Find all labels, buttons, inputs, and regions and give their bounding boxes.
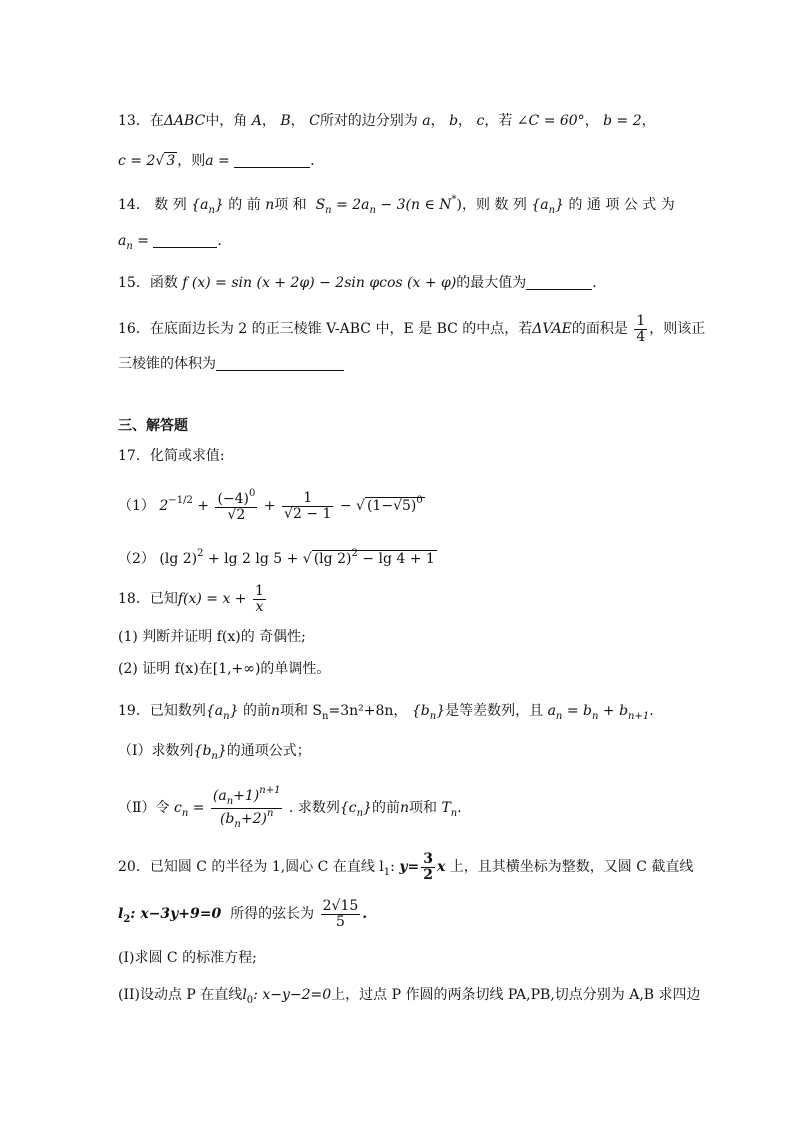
question-16-line-2: 三棱锥的体积为	[118, 354, 344, 374]
question-19-part-2: （Ⅱ）令 $c_n$ = $\frac{(a_n+1)^{n+1}}{(b_n+2)^n}$ . 求数列$\{c_n\}$的前n项和 $T_n$.	[118, 785, 462, 830]
answer-blank-16[interactable]	[216, 356, 344, 371]
answer-blank-15[interactable]	[526, 275, 592, 290]
question-20-part-1: (Ⅰ)求圆 C 的标准方程;	[118, 950, 257, 966]
answer-blank-14[interactable]	[153, 233, 217, 248]
question-14-line-2: $a_n$ = ．	[118, 233, 232, 252]
fraction-1-over-root2-minus-1: $\frac{1}{√2 - 1}$	[284, 489, 332, 522]
fraction-one-quarter: $\frac{1}{4}$	[636, 313, 646, 345]
question-17-title: 17．化简或求值:	[118, 448, 225, 464]
question-20-line-2: $l_2$: x−3y+9=0 所得的弦长为 $\frac{2√15}{5}$ .	[118, 897, 368, 930]
question-18-part-1: (1) 判断并证明 f(x)的 奇偶性;	[118, 629, 306, 645]
section-heading-answers: 三、解答题	[118, 418, 188, 434]
fraction-1-over-x: $\frac{1}{x}$	[255, 583, 264, 615]
question-20-line-1: 20．已知圆 C 的半径为 1,圆心 C 在直线 $l_1$: y= $\frac{3}{2}$ x 上，且其横坐标为整数，又圆 C 截直线	[118, 850, 694, 883]
question-14-line-1: 14． 数 列 $\{a_n\}$ 的 前 n项 和 $S_n = 2a_n - 3(n$ ∈ N*)，则 数 列 $\{a_n\}$ 的 通 项 公 式 为	[118, 194, 675, 216]
question-16-line-1: 16．在底面边长为 2 的正三棱锥 V-ABC 中，E 是 BC 的中点，若ΔVAE的面积是 $\frac{1}{4}$ ，则该正	[118, 313, 706, 345]
question-18-part-2: (2) 证明 f(x)在[1,+∞)的单调性。	[118, 661, 331, 677]
fraction-3-over-2: $\frac{3}{2}$	[423, 850, 433, 883]
question-20-part-2: (II)设动点 P 在直线$l_0$: x−y−2=0上，过点 P 作圆的两条切线 PA,PB,切点分别为 A,B 求四边	[118, 987, 701, 1006]
question-19-part-1: （Ⅰ）求数列$\{b_n\}$的通项公式；	[118, 743, 311, 762]
fraction-neg4-over-root2: $\frac{(-4)^0}{√2}$	[217, 488, 256, 523]
answer-blank-13[interactable]	[234, 153, 310, 168]
question-19-line-1: 19．已知数列$\{a_n\}$ 的前n项和 $S_n=3n^2+8n$， $\{b_n\}$是等差数列，且 $a_n = b_n + b_{n+1}$.	[118, 703, 654, 722]
question-17-part-1: （1） $2^{-1/2}$ + $\frac{(-4)^0}{√2}$ + $\frac{1}{√2 - 1}$ − √ $(1-√5)^0$	[118, 488, 423, 523]
fraction-cn: $\frac{(a_n+1)^{n+1}}{(b_n+2)^n}$	[212, 785, 281, 830]
question-17-part-2: （2） (lg 2)$^2$ + lg 2 lg 5 + √ (lg 2)$^2$ − lg 4 + 1	[118, 548, 435, 567]
fraction-chord-length: $\frac{2√15}{5}$	[322, 897, 359, 930]
question-15: 15．函数 f (x) = sin (x + 2φ) − 2sin φcos (x + φ)的最大值为 .	[118, 275, 597, 291]
question-13-line-2: c = 2√ 3 ，则a = ．	[118, 153, 325, 169]
question-13-line-1: 13．在ΔABC中，角 A， B， C所对的边分别为 a， b， c，若 ∠C = 60°， b = 2，	[118, 113, 656, 129]
question-18-title: 18．已知f(x) = x + $\frac{1}{x}$	[118, 583, 264, 615]
